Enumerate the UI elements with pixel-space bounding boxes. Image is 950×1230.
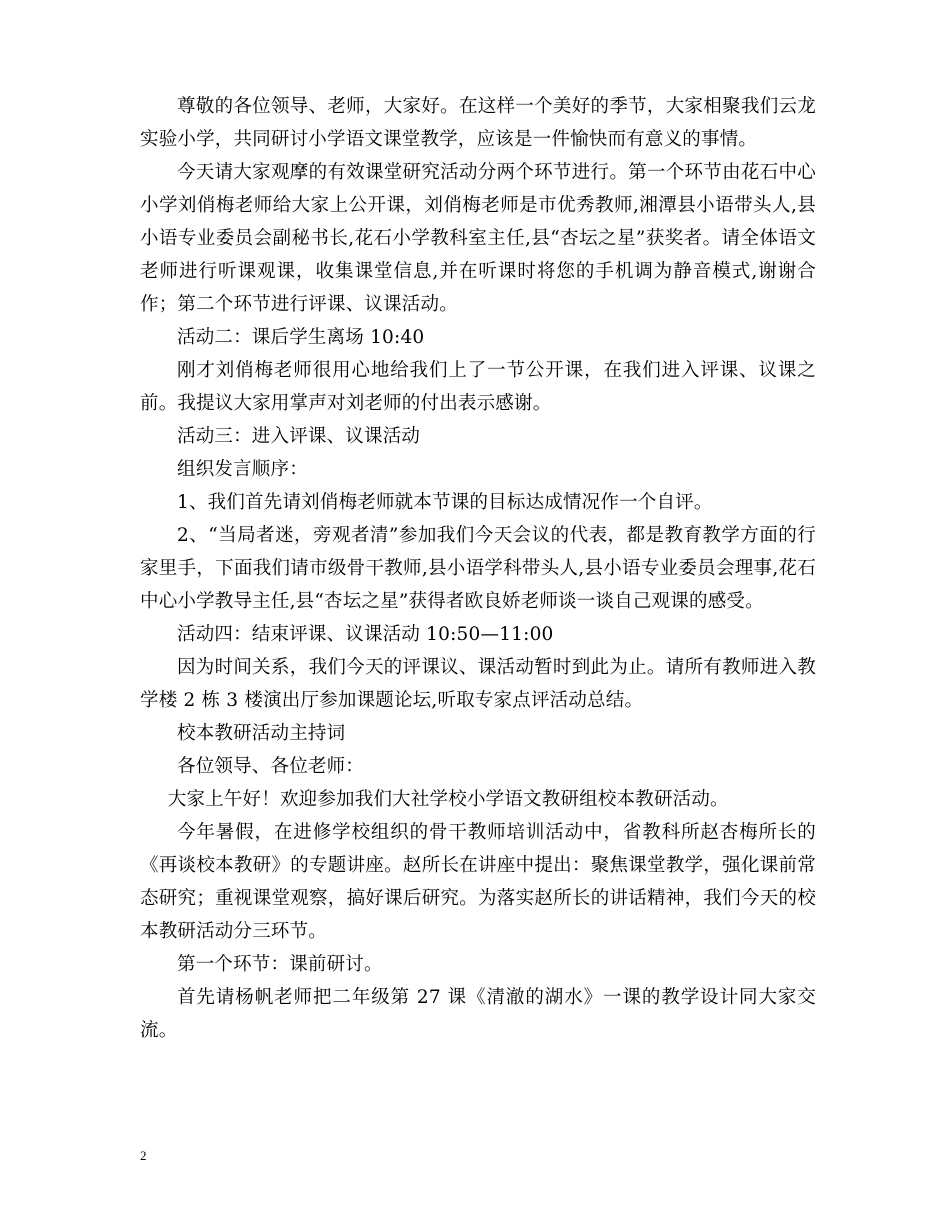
heading-activity-three: 活动三：进入评课、议课活动 xyxy=(177,426,421,447)
section-title: 校本教研活动主持词 xyxy=(177,723,346,744)
paragraph-activity-intro: 今天请大家观摩的有效课堂研究活动分两个环节进行。第一个环节由花石中心小学刘俏梅老师给大家上公开课，刘俏梅老师是市优秀教师,湘潭县小语带头人,县小语专业委员会副秘书长,花石小学教科室主任,县“杏坛之星”获奖者。请全体语文老师进行听课观课，收集课堂信息,并在听课时将您的手机调为静音模式,谢谢合作；第二个环节进行评课、议课活动。 xyxy=(140,162,816,315)
heading-activity-two: 活动二：课后学生离场 10:40 xyxy=(177,327,425,348)
paragraph-speaking-order: 组织发言顺序： xyxy=(177,459,308,480)
paragraph-thanks: 刚才刘俏梅老师很用心地给我们上了一节公开课，在我们进入评课、议课之前。我提议大家用掌声对刘老师的付出表示感谢。 xyxy=(140,360,816,414)
list-item-1: 1、我们首先请刘俏梅老师就本节课的目标达成情况作一个自评。 xyxy=(177,492,713,513)
paragraph-background: 今年暑假，在进修学校组织的骨干教师培训活动中，省教科所赵杏梅所长的《再谈校本教研》的专题讲座。赵所长在讲座中提出：聚焦课堂教学，强化课前常态研究；重视课堂观察，搞好课后研究。为落实赵所长的讲话精神，我们今天的校本教研活动分三环节。 xyxy=(140,822,816,942)
heading-first-session: 第一个环节：课前研讨。 xyxy=(177,954,383,975)
paragraph-greeting: 尊敬的各位领导、老师，大家好。在这样一个美好的季节，大家相聚我们云龙实验小学，共同研讨小学语文课堂教学，应该是一件愉快而有意义的事情。 xyxy=(140,96,816,150)
document-body xyxy=(140,90,816,1047)
paragraph-first-session: 首先请杨帆老师把二年级第 27 课《清澈的湖水》一课的教学设计同大家交流。 xyxy=(140,987,816,1041)
page-number: 2 xyxy=(140,1148,147,1163)
paragraph-closing: 因为时间关系，我们今天的评课议、课活动暂时到此为止。请所有教师进入教学楼 2 栋 3 楼演出厅参加课题论坛,听取专家点评活动总结。 xyxy=(140,657,816,711)
salutation: 各位领导、各位老师： xyxy=(177,756,365,777)
paragraph-welcome: 大家上午好！欢迎参加我们大社学校小学语文教研组校本教研活动。 xyxy=(167,789,729,810)
heading-activity-four: 活动四：结束评课、议课活动 10:50—11:00 xyxy=(177,624,554,645)
list-item-2: 2、“当局者迷，旁观者清”参加我们今天会议的代表，都是教育教学方面的行家里手，下面我们请市级骨干教师,县小语学科带头人,县小语专业委员会理事,花石中心小学教导主任,县“杏坛之星”获得者欧良娇老师谈一谈自己观课的感受。 xyxy=(140,525,816,612)
